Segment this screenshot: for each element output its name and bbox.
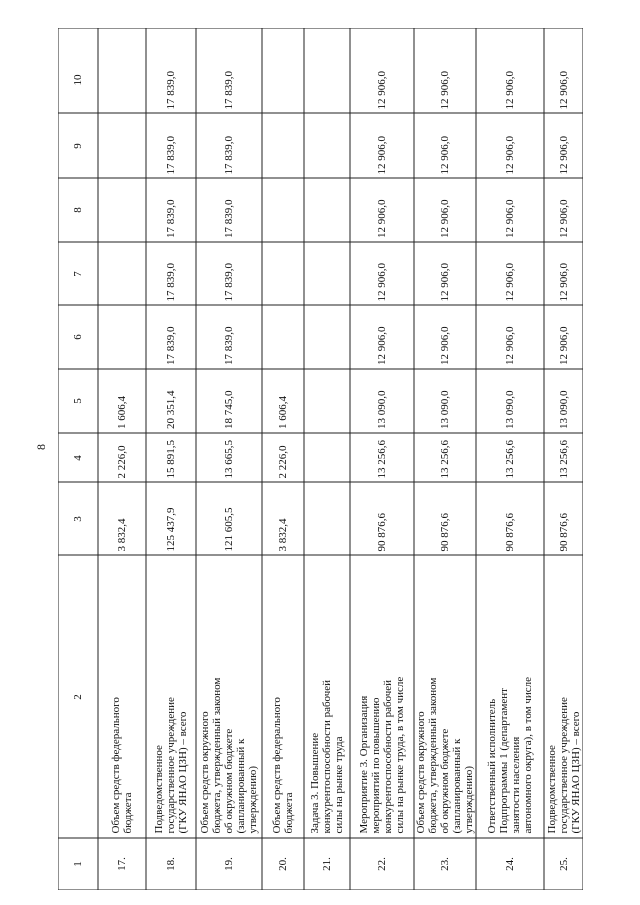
value-cell (350, 433, 414, 482)
row-description-text: Ответственный исполнитель Подпрограммы 1 (департамент занятости населения автономного округа), в том числе (486, 676, 534, 833)
value-cell-text: 13 256,6 (439, 439, 451, 478)
value-cell (476, 113, 544, 178)
column-number-text: 10 (72, 74, 84, 85)
value-cell (350, 46, 414, 113)
value-cell-text: 17 839,0 (165, 135, 177, 174)
value-cell (146, 178, 196, 242)
value-cell (544, 178, 583, 242)
value-cell (544, 482, 583, 555)
value-cell (146, 369, 196, 433)
column-number-text: 3 (72, 515, 84, 522)
value-cell (196, 305, 262, 369)
column-number-text: 1 (72, 861, 84, 867)
row-description (98, 555, 146, 838)
value-cell (98, 242, 146, 305)
value-cell-text: 2 226,0 (277, 445, 289, 478)
row-number (304, 838, 350, 890)
value-cell (304, 369, 350, 433)
value-cell-text: 12 906,0 (376, 326, 388, 365)
column-number-text: 7 (72, 270, 84, 277)
value-cell-text: 12 906,0 (376, 262, 388, 301)
value-cell-text: 90 876,6 (376, 512, 388, 551)
value-cell (350, 305, 414, 369)
value-cell-text: 13 090,0 (557, 390, 570, 429)
value-cell (146, 433, 196, 482)
row-number (544, 838, 583, 890)
value-cell-text: 17 839,0 (223, 262, 235, 301)
row-description-text: Объем средств федерального бюджета (271, 696, 295, 833)
page-number: 8 (34, 444, 48, 450)
value-cell (262, 46, 304, 113)
row-number-text: 25. (557, 857, 570, 871)
value-cell-text: 18 745,0 (223, 390, 235, 429)
value-cell-text: 20 351,4 (165, 390, 177, 429)
value-cell (350, 113, 414, 178)
value-cell (262, 305, 304, 369)
value-cell (476, 242, 544, 305)
row-description-text: Задача 3. Повышение конкурентоспособности рабочей силы на рынке труда (309, 679, 345, 833)
value-cell-text: 17 839,0 (223, 135, 235, 174)
value-cell (196, 433, 262, 482)
value-cell (414, 305, 476, 369)
value-cell (262, 369, 304, 433)
value-cell-text: 121 605,5 (223, 507, 235, 551)
value-cell-text: 17 839,0 (165, 262, 177, 301)
value-cell-text: 12 906,0 (376, 199, 388, 238)
column-number (58, 482, 98, 555)
column-number (58, 555, 98, 838)
row-number (476, 838, 544, 890)
value-cell (304, 242, 350, 305)
value-cell-text: 13 256,6 (504, 439, 516, 478)
value-cell (476, 482, 544, 555)
value-cell-text: 13 665,5 (223, 439, 235, 478)
column-number (58, 838, 98, 890)
value-cell-text: 1 606,4 (277, 396, 289, 429)
value-cell (196, 113, 262, 178)
value-cell (414, 46, 476, 113)
value-cell-text: 17 839,0 (223, 199, 235, 238)
value-cell-text: 90 876,6 (557, 512, 570, 551)
row-description (544, 555, 583, 838)
column-number (58, 113, 98, 178)
row-description (196, 555, 262, 838)
row-number (350, 838, 414, 890)
value-cell (196, 369, 262, 433)
value-cell-text: 12 906,0 (439, 262, 451, 301)
value-cell-text: 90 876,6 (504, 512, 516, 551)
value-cell (98, 178, 146, 242)
value-cell (146, 482, 196, 555)
row-description-text: Объем средств федерального бюджета (110, 696, 134, 833)
value-cell-text: 3 832,4 (277, 518, 289, 551)
value-cell-text: 13 090,0 (376, 390, 388, 429)
value-cell (196, 482, 262, 555)
column-number-text: 9 (72, 142, 84, 149)
row-number-text: 18. (165, 857, 177, 871)
row-number (262, 838, 304, 890)
value-cell (350, 178, 414, 242)
value-cell-text: 12 906,0 (504, 199, 516, 238)
value-cell (304, 178, 350, 242)
value-cell-text: 90 876,6 (439, 512, 451, 551)
value-cell-text: 12 906,0 (557, 326, 570, 365)
column-number (58, 178, 98, 242)
row-description (262, 555, 304, 838)
value-cell-text: 12 906,0 (376, 70, 388, 109)
column-number-text: 5 (72, 398, 84, 404)
row-description-text: Объем средств окружного бюджета, утвержденный законом об окружном бюджете (запланированный к утверждению) (415, 677, 475, 833)
column-number (58, 305, 98, 369)
value-cell (304, 46, 350, 113)
value-cell-text: 17 839,0 (165, 70, 177, 109)
value-cell (304, 113, 350, 178)
value-cell-text: 12 906,0 (504, 262, 516, 301)
value-cell (98, 433, 146, 482)
column-number-text: 4 (72, 454, 84, 461)
column-number-text: 6 (72, 334, 84, 340)
column-number (58, 369, 98, 433)
row-number-text: 19. (223, 857, 235, 871)
value-cell-text: 15 891,5 (165, 439, 177, 478)
value-cell (262, 242, 304, 305)
value-cell (146, 305, 196, 369)
value-cell (98, 113, 146, 178)
value-cell-text: 12 906,0 (557, 70, 570, 109)
row-number-text: 20. (277, 857, 289, 871)
value-cell-text: 125 437,9 (165, 507, 177, 551)
row-number-text: 23. (439, 857, 451, 871)
value-cell (414, 482, 476, 555)
value-cell (414, 242, 476, 305)
column-number (58, 46, 98, 113)
value-cell-text: 12 906,0 (504, 135, 516, 174)
value-cell (476, 305, 544, 369)
value-cell-text: 12 906,0 (439, 70, 451, 109)
column-number (58, 242, 98, 305)
value-cell-text: 13 256,6 (557, 439, 570, 478)
value-cell (196, 178, 262, 242)
value-cell (350, 482, 414, 555)
value-cell-text: 17 839,0 (223, 326, 235, 365)
row-number-text: 22. (376, 857, 388, 871)
value-cell (262, 113, 304, 178)
value-cell-text: 12 906,0 (557, 262, 570, 301)
row-description-text: Объем средств окружного бюджета, утвержденный законом об окружном бюджете (запланированный к утверждению) (199, 677, 259, 833)
value-cell (98, 482, 146, 555)
row-description (414, 555, 476, 838)
value-cell (544, 305, 583, 369)
value-cell (350, 242, 414, 305)
value-cell (146, 46, 196, 113)
value-cell-text: 12 906,0 (557, 135, 570, 174)
row-number (98, 838, 146, 890)
value-cell (544, 242, 583, 305)
value-cell (304, 433, 350, 482)
row-number-text: 21. (321, 857, 333, 871)
value-cell (476, 178, 544, 242)
value-cell-text: 12 906,0 (557, 199, 570, 238)
value-cell (544, 433, 583, 482)
value-cell-text: 1 606,4 (116, 396, 128, 429)
column-number-text: 8 (72, 207, 84, 213)
budget-table (58, 28, 583, 890)
value-cell (196, 242, 262, 305)
value-cell (304, 482, 350, 555)
value-cell (262, 433, 304, 482)
value-cell (262, 482, 304, 555)
value-cell (98, 305, 146, 369)
value-cell (476, 433, 544, 482)
value-cell-text: 12 906,0 (504, 70, 516, 109)
value-cell-text: 12 906,0 (439, 135, 451, 174)
value-cell (414, 369, 476, 433)
value-cell-text: 13 256,6 (376, 439, 388, 478)
value-cell (414, 178, 476, 242)
row-number (196, 838, 262, 890)
value-cell-text: 3 832,4 (116, 518, 128, 551)
value-cell-text: 12 906,0 (376, 135, 388, 174)
value-cell (98, 369, 146, 433)
value-cell (414, 433, 476, 482)
row-description (350, 555, 414, 838)
column-number-text: 2 (72, 693, 84, 700)
value-cell-text: 12 906,0 (439, 326, 451, 365)
value-cell-text: 17 839,0 (223, 70, 235, 109)
row-description-text: Подведомственное государственное учреждение (ГКУ ЯНАО ЦЗН) – всего (153, 696, 189, 833)
value-cell-text: 12 906,0 (504, 326, 516, 365)
row-description (304, 555, 350, 838)
value-cell (98, 46, 146, 113)
row-description-text: Подведомственное государственное учреждение (ГКУ ЯНАО ЦЗН) – всего (545, 696, 582, 833)
value-cell-text: 17 839,0 (165, 326, 177, 365)
row-description (146, 555, 196, 838)
row-description-text: Мероприятие 3. Организация мероприятий по повышению конкурентоспособности рабочей силы на рынке труда, в том числе (358, 676, 406, 833)
value-cell-text: 17 839,0 (165, 199, 177, 238)
value-cell (350, 369, 414, 433)
value-cell (304, 305, 350, 369)
value-cell (414, 113, 476, 178)
value-cell (196, 46, 262, 113)
value-cell-text: 2 226,0 (116, 445, 128, 478)
row-number (146, 838, 196, 890)
value-cell (544, 46, 583, 113)
value-cell (544, 369, 583, 433)
value-cell (146, 113, 196, 178)
value-cell (146, 242, 196, 305)
value-cell (262, 178, 304, 242)
column-number (58, 433, 98, 482)
row-number-text: 24. (504, 857, 516, 871)
value-cell (544, 113, 583, 178)
row-number-text: 17. (116, 857, 128, 871)
value-cell-text: 13 090,0 (439, 390, 451, 429)
value-cell (476, 46, 544, 113)
row-number (414, 838, 476, 890)
value-cell-text: 12 906,0 (439, 199, 451, 238)
row-description (476, 555, 544, 838)
value-cell-text: 13 090,0 (504, 390, 516, 429)
value-cell (476, 369, 544, 433)
